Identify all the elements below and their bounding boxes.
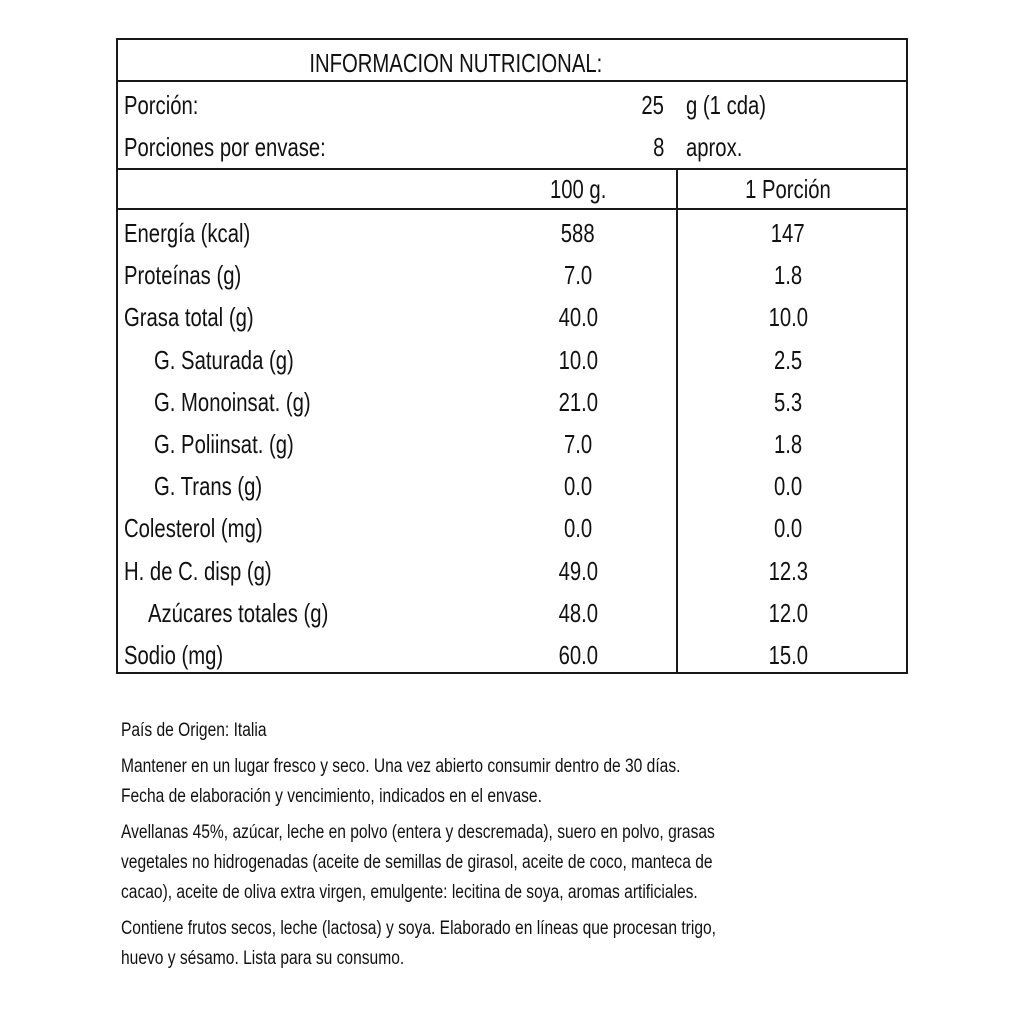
nutrient-name: Grasa total (g) [124,302,254,333]
servings-per-pack-value: 8 [652,132,664,162]
nutrition-title: INFORMACION NUTRICIONAL: [309,48,602,78]
serving-size-row [118,84,906,126]
nutrient-name: G. Poliinsat. (g) [154,428,294,459]
nutrient-row [118,634,906,676]
nutrient-row [118,339,906,381]
column-header-serving: 1 Porción [745,174,831,204]
nutrient-row [118,212,906,254]
ingredients-text-line-3: cacao), aceite de oliva extra virgen, emulgente: lecitina de soya, aromas artificiales. [121,882,698,903]
nutrient-value-serving: 10.0 [768,302,808,333]
allergens-text-line-1: Contiene frutos secos, leche (lactosa) y soya. Elaborado en líneas que procesan trigo, [121,918,716,939]
nutrient-value-100g: 10.0 [558,344,598,375]
origin-text: País de Origen: Italia [121,720,267,741]
nutrient-value-100g: 0.0 [563,513,593,544]
nutrient-name: Proteínas (g) [124,260,242,291]
servings-per-pack-row [118,126,906,168]
nutrient-value-serving: 12.0 [768,597,808,628]
nutrient-name: Sodio (mg) [124,639,224,670]
nutrient-name: Energía (kcal) [124,218,251,248]
nutrient-value-serving: 2.5 [773,344,803,375]
nutrient-name: G. Saturada (g) [154,344,294,375]
nutrient-name: G. Monoinsat. (g) [154,386,311,417]
servings-per-pack-label: Porciones por envase: [124,132,326,162]
product-footer [121,716,901,974]
nutrient-row [118,592,906,634]
nutrient-value-serving: 0.0 [773,471,803,502]
column-header-row [118,170,906,210]
storage-text-line-2: Fecha de elaboración y vencimiento, indicados en el envase. [121,786,542,807]
nutrient-row [118,465,906,507]
nutrition-title-row [118,40,906,82]
nutrient-name: Colesterol (mg) [124,513,263,544]
ingredients-text-line-1: Avellanas 45%, azúcar, leche en polvo (entera y descremada), suero en polvo, grasas [121,822,715,843]
nutrient-row [118,550,906,592]
nutrient-value-serving: 5.3 [773,386,803,417]
nutrition-table [116,38,908,674]
column-header-100g: 100 g. [549,174,607,204]
nutrient-row [118,381,906,423]
nutrient-value-serving: 1.8 [773,428,803,459]
nutrient-value-serving: 15.0 [768,639,808,670]
serving-size-label: Porción: [124,90,199,120]
nutrient-value-serving: 1.8 [773,260,803,291]
nutrient-value-100g: 60.0 [558,639,598,670]
nutrient-rows [118,212,906,676]
servings-per-pack-unit: aprox. [686,132,743,162]
nutrient-name: Azúcares totales (g) [148,597,329,628]
nutrient-row [118,423,906,465]
nutrient-name: G. Trans (g) [154,471,263,502]
nutrient-value-100g: 21.0 [558,386,598,417]
nutrient-value-100g: 0.0 [563,471,593,502]
nutrient-value-100g: 7.0 [563,428,593,459]
nutrient-row [118,507,906,549]
serving-size-unit: g (1 cda) [686,90,767,120]
nutrient-value-serving: 0.0 [773,513,803,544]
nutrient-row [118,296,906,338]
nutrient-name: H. de C. disp (g) [124,555,272,586]
nutrient-value-serving: 12.3 [768,555,808,586]
nutrient-value-100g: 49.0 [558,555,598,586]
ingredients-text-line-2: vegetales no hidrogenadas (aceite de semillas de girasol, aceite de coco, manteca de [121,852,713,873]
serving-size-value: 25 [641,90,664,120]
allergens-text-line-2: huevo y sésamo. Lista para su consumo. [121,948,405,969]
storage-text-line-1: Mantener en un lugar fresco y seco. Una vez abierto consumir dentro de 30 días. [121,756,681,777]
nutrient-value-100g: 7.0 [563,260,593,291]
nutrient-value-serving: 147 [771,218,805,248]
nutrient-value-100g: 48.0 [558,597,598,628]
nutrient-row [118,254,906,296]
nutrient-value-100g: 588 [561,218,595,248]
nutrient-value-100g: 40.0 [558,302,598,333]
